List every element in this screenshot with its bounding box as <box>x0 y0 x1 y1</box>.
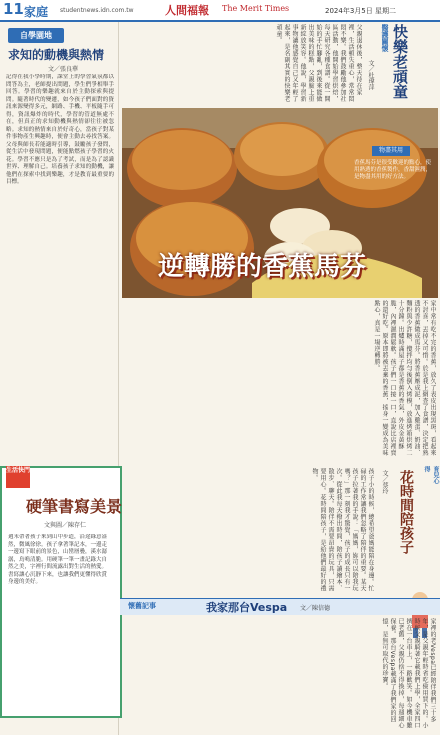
column-author: 文／張良華 <box>48 66 79 73</box>
newspaper-name-en: The Merit Times <box>222 4 290 13</box>
flower-author: 文／蔡玲 <box>381 470 388 494</box>
feature-headline: 逆轉勝的香蕉馬芬 <box>158 252 367 282</box>
vespa-tag: 懷舊記事 <box>128 602 156 610</box>
feature-title: 快樂老頑童 <box>391 24 409 99</box>
calligraphy-body: 週末帶著孩子來到山中步道，沿途綠意盎然，微風徐徐。孩子拿著筆記本，一邊走一邊寫下眼前的景色，山巒層疊，溪水潺潺，鳥鳴清脆。用硬筆一筆一畫記錄大自然之美，字裡行間流露出對生活的熱愛。書寫讓心沉靜下來，也讓我們更懂得欣賞身邊的美好。 <box>8 534 108 585</box>
feature-label: 醫護關懷 <box>381 24 389 52</box>
feature-text-bottom: 家中常有吃不完的香蕉，放久了表皮出現黑斑，看起來不討喜，丟掉又可惜。於是我上網查了食譜，決定把熟透的香蕉做成馬芬。將香蕉壓成泥，加入雞蛋、奶油、麵粉與少許糖，攪拌均勻後倒入烤模，放進烤箱烘烤二十分鐘。出爐時滿屋子都是香蕉的香氣，外皮金黃酥脆，內裡濕潤鬆軟。孩子們一口接一口，直說比店裡賣的還好吃。原本即將被丟棄的香蕉，搖身一變成為美味點心，真是一場逆轉勝。 <box>373 300 436 456</box>
newspaper-name-cn: 人間福報 <box>165 4 209 17</box>
calligraphy-author: 文與圖／陳存仁 <box>44 522 87 529</box>
column-title: 求知的動機與熱情 <box>8 48 105 62</box>
section-name: 家庭 <box>24 5 49 19</box>
site-url[interactable]: studentnews.idn.com.tw <box>60 7 134 14</box>
photo-caption: 香蕉馬芬是很受歡迎的點心，使用熟透的香蕉製作，香甜濕潤，是物盡其用的好方法。 <box>354 160 432 180</box>
feature-author: 文／杜瑋萍 <box>367 60 374 90</box>
photo-caption-tag: 物盡其用 <box>372 146 410 156</box>
flower-tag: 育兒心得 <box>423 466 439 484</box>
issue-date: 2024年3月5日 星期二 <box>325 7 396 15</box>
vespa-title: 我家那台Vespa <box>206 601 288 614</box>
column-tag: 自學園地 <box>8 28 64 43</box>
vespa-author: 文／陳信德 <box>300 605 331 612</box>
page-number: 11 <box>3 0 24 18</box>
calligraphy-title: 硬筆書寫美景 <box>26 497 123 516</box>
column-body: 記得在我小學時期，課堂上的學習氣氛都以問答為主，老師提出問題，學生們爭相舉手回答。學習的樂趣就來自於主動探索與提問。隨著時代的變遷，如今孩子們面對的資訊來源變得多元，網路、手機、平板隨手可得，資訊爆炸的時代，學習的管道無處不在，但真正的求知動機與熱情卻往往被忽略。求知的熱情來自於好奇心，當孩子對某件事物產生興趣時，便會主動去尋找答案。父母與師長若能適時引導，鼓勵孩子發問，從生活中發現問題，便能點燃孩子學習的火花。學習不應只是為了考試，而是為了認識世界、理解自己。培養孩子求知的動機，讓他們在探索中找到樂趣，才是教育最重要的目標。 <box>6 74 114 185</box>
vespa-text: 家裡的老Vespa已經陪伴我們三十多年，是父親年輕時省吃儉用買下的。小時候父親騎著它載我們上學，全家四口擠在一台車上，一路歡笑。如今機車雖已老舊，父親仍捨不得換掉，每週細心保養。那台Vespa載滿了我們家的回憶，是無可取代的珍寶。 <box>381 618 436 729</box>
flower-text: 孩子小的時候，總希望爸媽能陪在身邊。忙碌的工作常讓我們忽略了陪伴的重要。某天孩子拉著我的手說：「媽媽，妳可以陪我玩嗎？」那一刻我才驚覺，孩子的成長只有一次。從此我每天撥出時間，陪孩子讀繪本、散步、聊天。陪伴不需要昂貴的玩具，只需要用心。花時間陪孩子，是給他們最好的禮物。 <box>311 468 374 592</box>
calligraphy-tag: 生活快門 <box>6 466 30 488</box>
flower-title: 花時間陪孩子 <box>398 470 414 554</box>
feature-text-top: 父親退休後，整天待在家裡，生活頓失重心，常常悶悶不樂。我們鼓勵他參加社區活動，他開始學習烘焙，每天研究各種食譜。從一開始的手忙腳亂，到後來能做出美味的糕點，父親臉上重新綻放笑容。他說，學習新事物讓他感覺自己又年輕了起來，是名副其實的快樂老頑童。 <box>275 24 362 102</box>
